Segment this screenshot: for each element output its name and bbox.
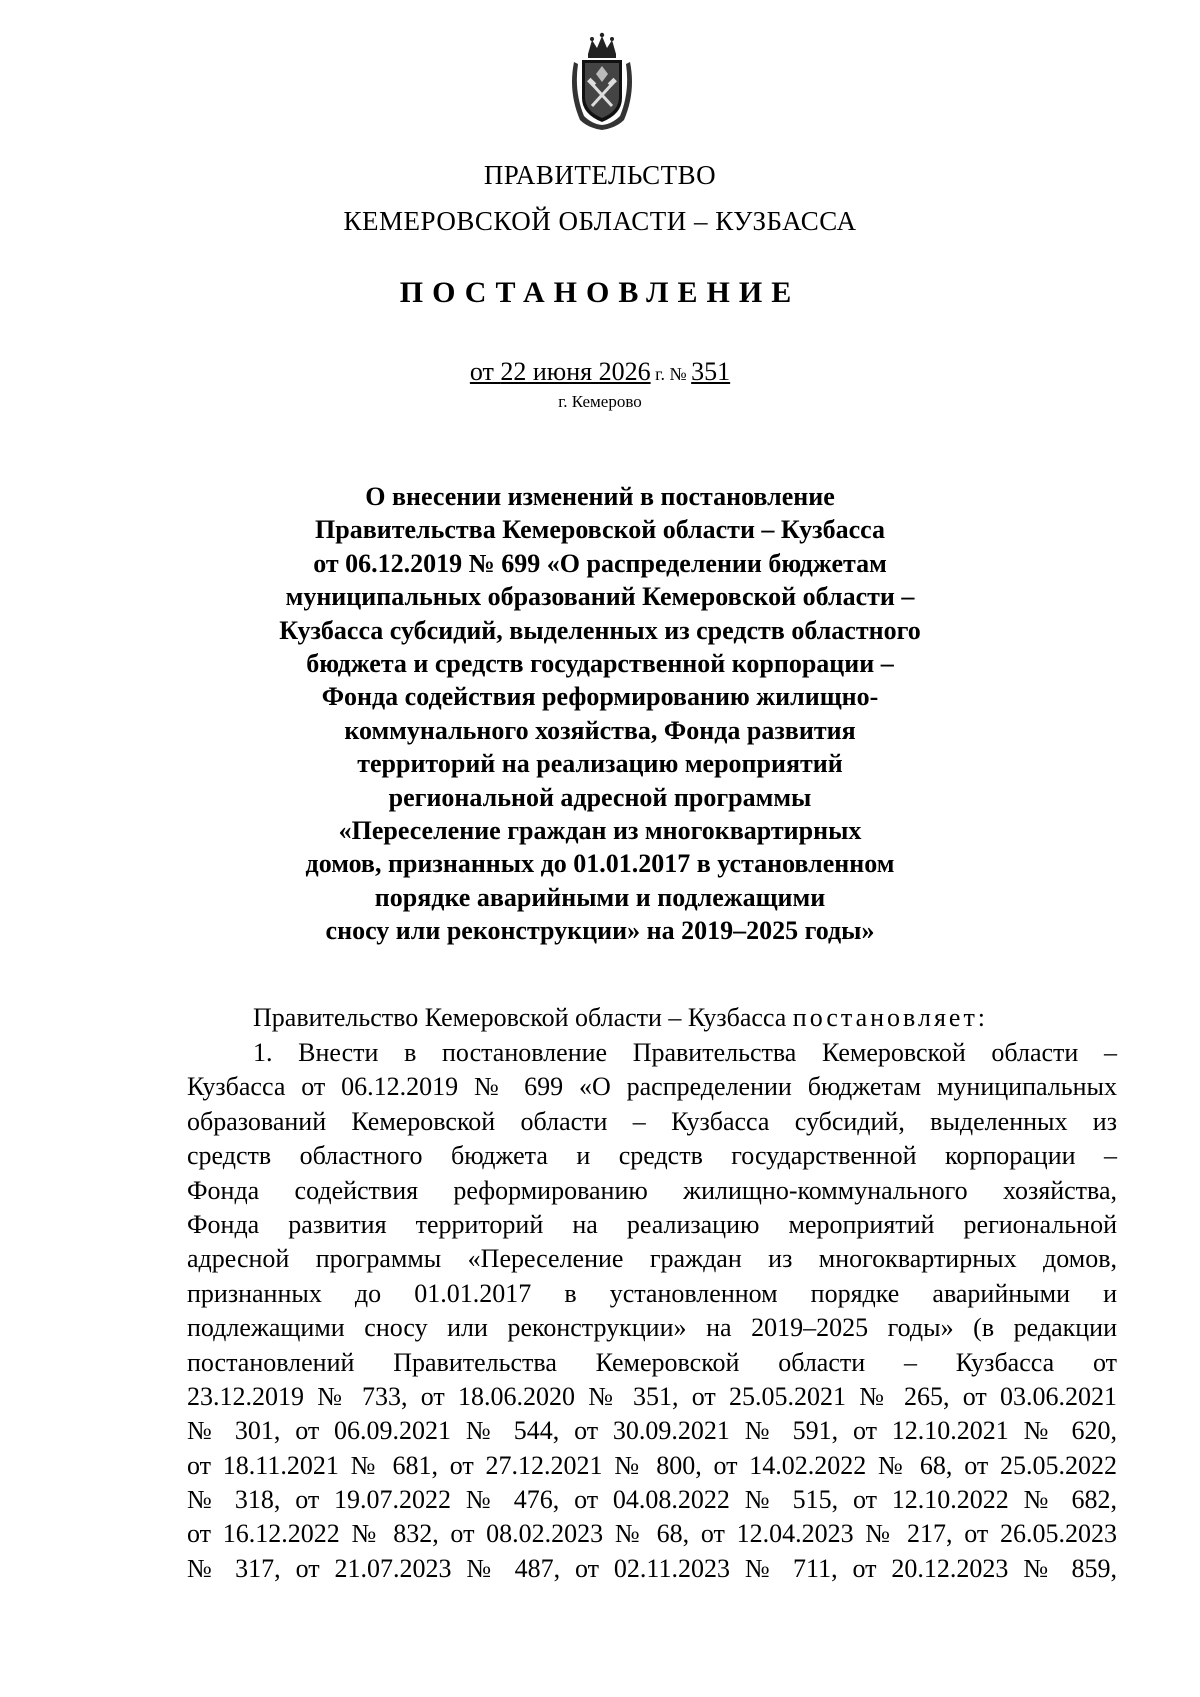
- body-line: Фонда содействия реформированию жилищно-коммунального хозяйства,: [187, 1175, 1117, 1205]
- organization-name-line-1: ПРАВИТЕЛЬСТВО: [483, 160, 717, 190]
- coat-of-arms-emblem: [566, 32, 638, 132]
- body-line: постановлений Правительства Кемеровской области – Кузбасса от: [187, 1347, 1117, 1377]
- document-subject: [250, 480, 950, 948]
- year-number-label: г. №: [650, 364, 692, 384]
- body-line: подлежащими сносу или реконструкции» на 2019–2025 годы» (в редакции: [187, 1313, 1117, 1343]
- body-line: средств областного бюджета и средств государственной корпорации –: [187, 1141, 1117, 1171]
- subject-line: домов, признанных до 01.01.2017 в установленном: [305, 849, 895, 879]
- subject-line: коммунального хозяйства, Фонда развития: [344, 715, 856, 745]
- document-date-number: [0, 357, 1200, 387]
- body-line: № 301, от 06.09.2021 № 544, от 30.09.2021 № 591, от 12.10.2021 № 620,: [187, 1416, 1117, 1446]
- body-line: от 18.11.2021 № 681, от 27.12.2021 № 800, от 14.02.2022 № 68, от 25.05.2022: [187, 1450, 1117, 1480]
- body-line: Кузбасса от 06.12.2019 № 699 «О распределении бюджетам муниципальных: [187, 1072, 1117, 1102]
- city-label: г. Кемерово: [558, 392, 642, 411]
- body-line: признанных до 01.01.2017 в установленном порядке аварийными и: [187, 1278, 1117, 1308]
- subject-line: Фонда содействия реформированию жилищно-: [321, 682, 879, 712]
- organization-name-line-2: КЕМЕРОВСКОЙ ОБЛАСТИ – КУЗБАССА: [343, 206, 857, 236]
- subject-line: Правительства Кемеровской области – Кузбасса: [315, 515, 885, 545]
- body-line: 1. Внести в постановление Правительства Кемеровской области –: [253, 1038, 1117, 1067]
- intro-text: Правительство Кемеровской области – Кузбасса: [253, 1003, 793, 1032]
- subject-line: муниципальных образований Кемеровской области –: [285, 582, 915, 612]
- body-line: № 317, от 21.07.2023 № 487, от 02.11.2023 № 711, от 20.12.2023 № 859,: [187, 1553, 1117, 1583]
- subject-line: от 06.12.2019 № 699 «О распределении бюджетам: [313, 548, 887, 578]
- body-line: образований Кемеровской области – Кузбасса субсидий, выделенных из: [187, 1106, 1117, 1136]
- body-line: Фонда развития территорий на реализацию мероприятий региональной: [187, 1209, 1117, 1239]
- body-line: адресной программы «Переселение граждан из многоквартирных домов,: [187, 1244, 1117, 1274]
- subject-line: О внесении изменений в постановление: [365, 482, 835, 511]
- resolution-body: [187, 1036, 1117, 1586]
- intro-spaced-word: постановляет:: [792, 1003, 989, 1032]
- body-line: от 16.12.2022 № 832, от 08.02.2023 № 68, от 12.04.2023 № 217, от 26.05.2023: [187, 1519, 1117, 1549]
- subject-line: сносу или реконструкции» на 2019–2025 годы»: [325, 916, 875, 946]
- resolution-intro: [253, 1003, 988, 1033]
- document-type-title: ПОСТАНОВЛЕНИЕ: [399, 276, 801, 309]
- subject-line: порядке аварийными и подлежащими: [374, 882, 826, 912]
- body-line: № 318, от 19.07.2022 № 476, от 04.08.2022 № 515, от 12.10.2022 № 682,: [187, 1485, 1117, 1515]
- subject-line: территорий на реализацию мероприятий: [357, 749, 843, 779]
- document-date: 22 июня 2026: [500, 357, 651, 386]
- document-number: 351: [691, 357, 731, 386]
- subject-line: Кузбасса субсидий, выделенных из средств областного: [279, 615, 921, 645]
- subject-line: «Переселение граждан из многоквартирных: [338, 816, 862, 846]
- subject-line: бюджета и средств государственной корпорации –: [306, 649, 894, 679]
- subject-line: региональной адресной программы: [388, 782, 812, 812]
- date-prefix: от: [469, 357, 501, 386]
- body-line: 23.12.2019 № 733, от 18.06.2020 № 351, от 25.05.2021 № 265, от 03.06.2021: [187, 1381, 1117, 1411]
